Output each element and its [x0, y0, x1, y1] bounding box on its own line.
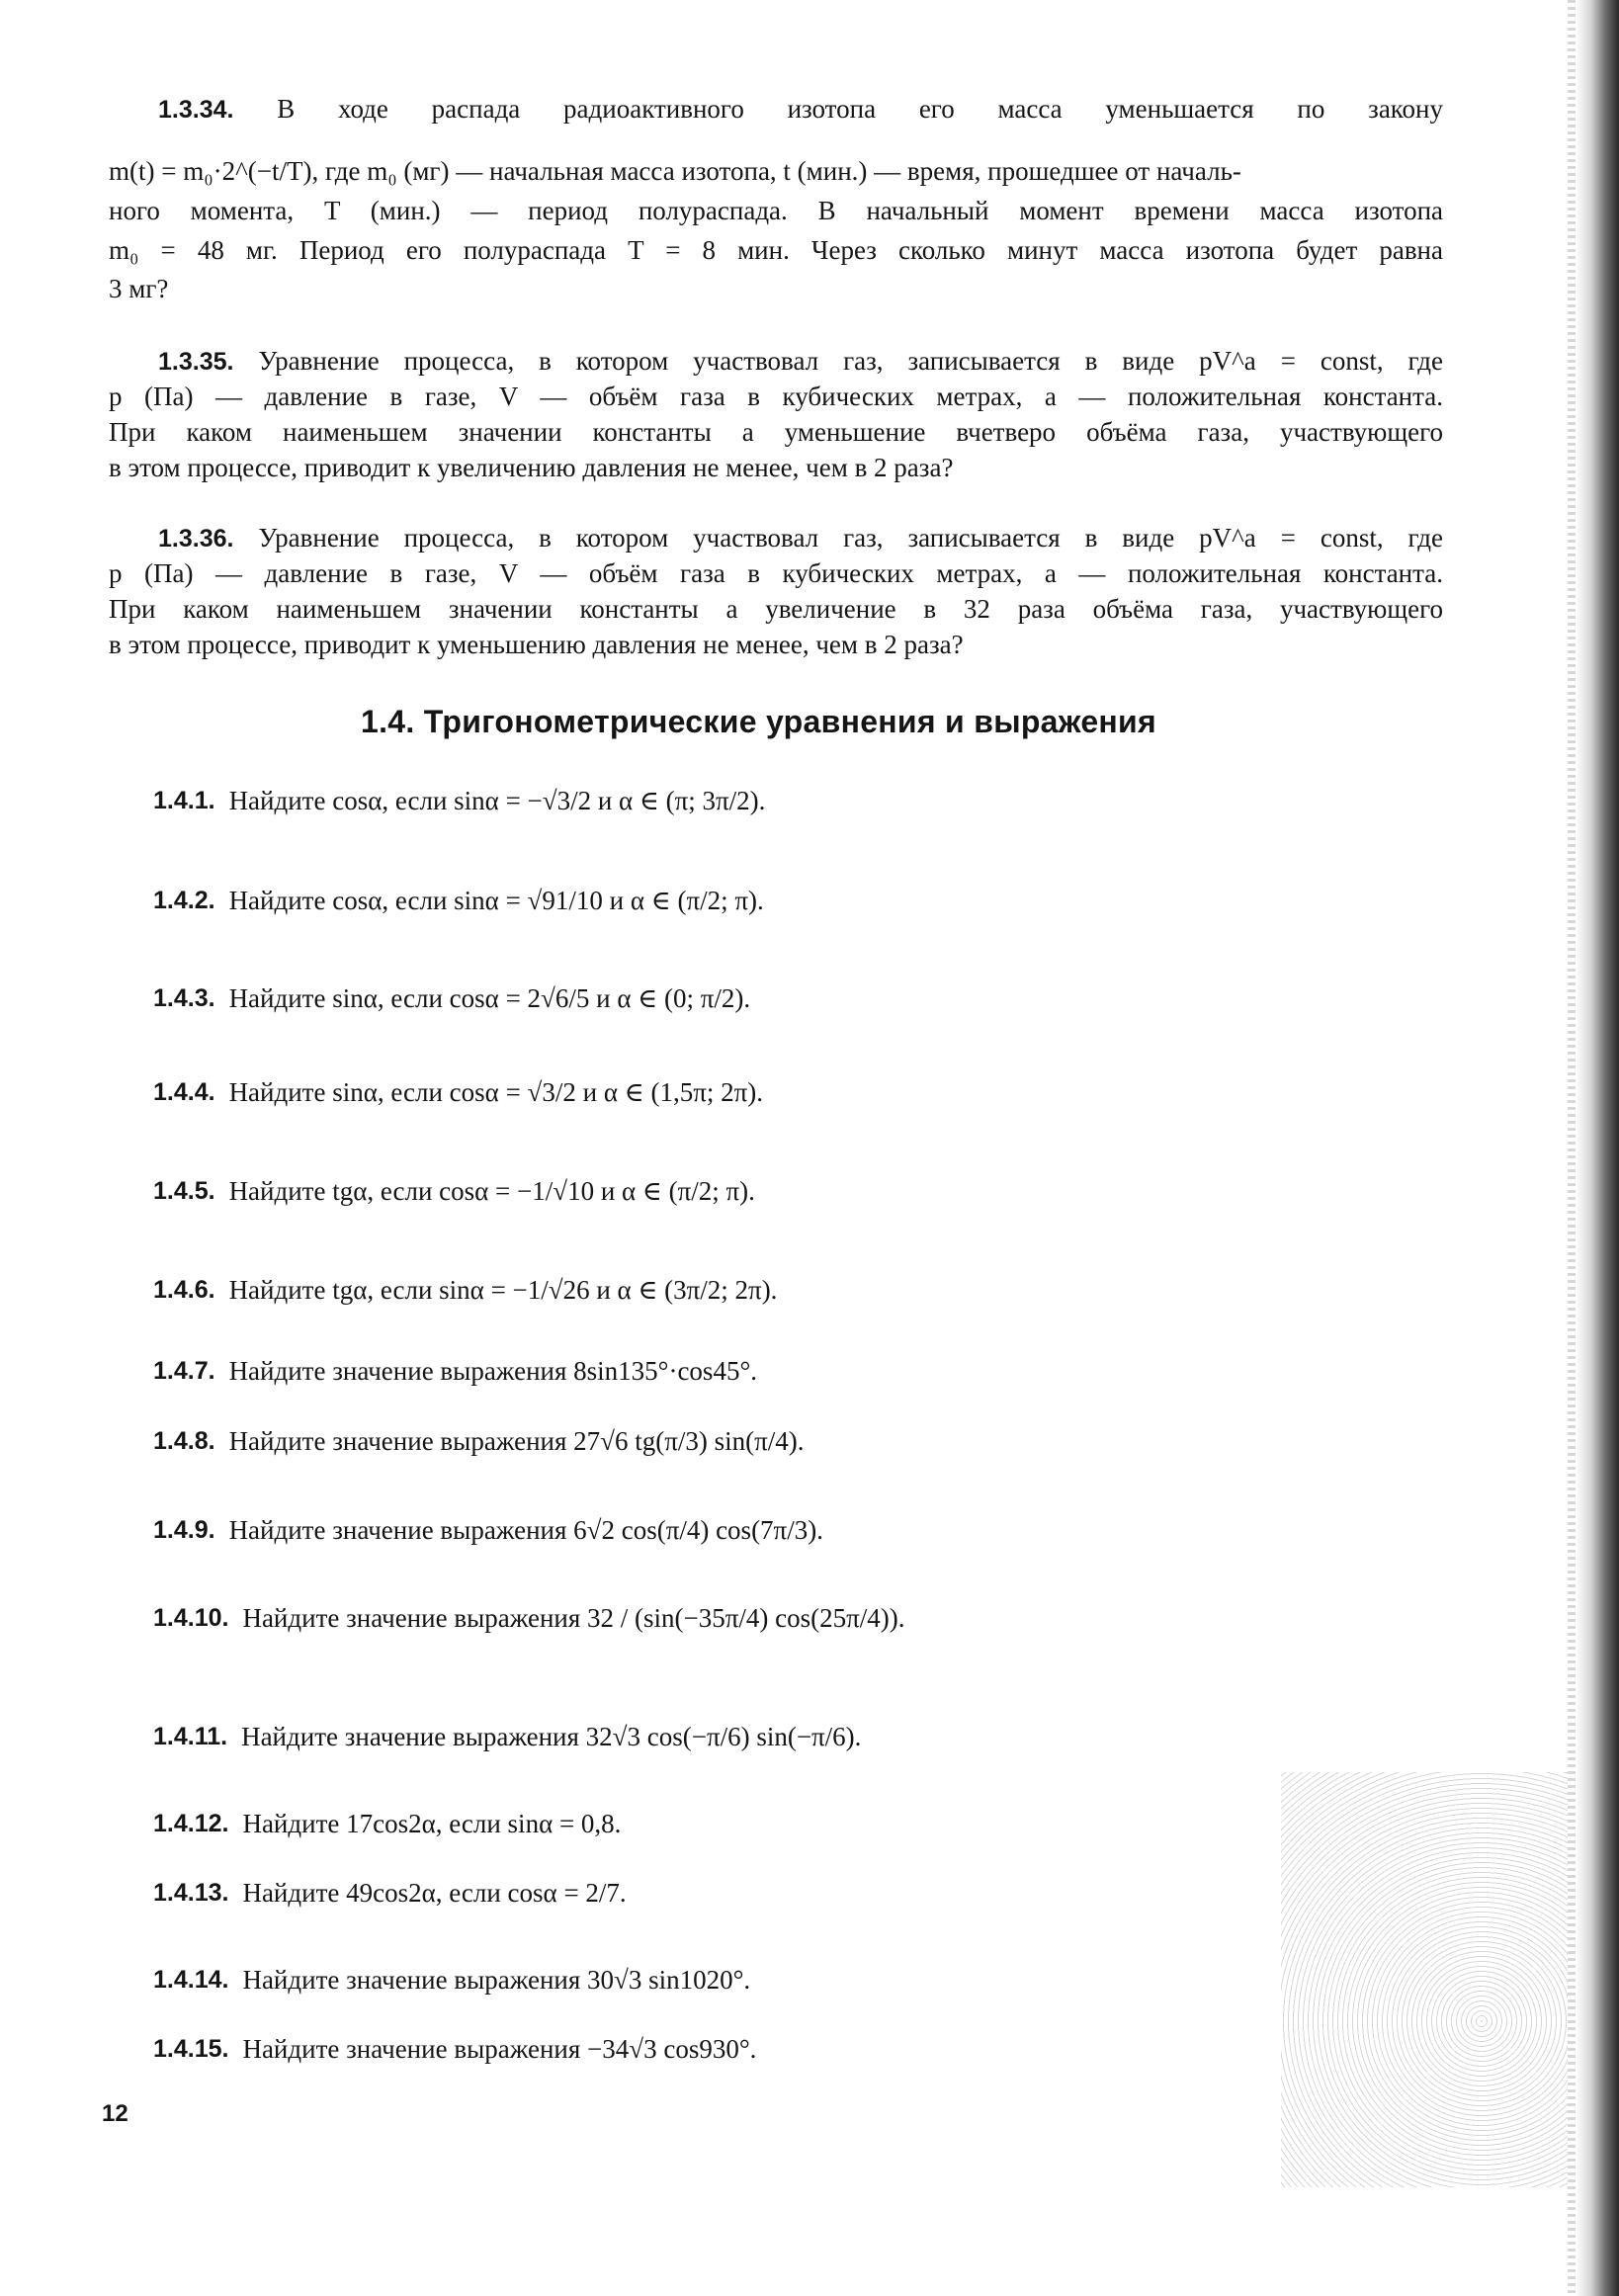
problem-item — [153, 1176, 755, 1207]
problem-text-line: Уравнение процесса, в котором участвовал газ, записывается в виде pV^a = const, где — [258, 346, 1444, 376]
problem-text-line: в этом процессе, приводит к уменьшению давления не менее, чем в 2 раза? — [109, 630, 964, 659]
problem-text: Найдите sinα, если cosα = 2√6/5 и α ∈ (0; π/2). — [228, 983, 751, 1013]
problem-number: 1.4.8. — [153, 1427, 215, 1455]
problem-text-line: 3 мг? — [109, 274, 169, 303]
problem-item — [153, 2034, 756, 2065]
problem-number: 1.4.3. — [153, 984, 215, 1012]
scan-shadow-stripes — [1568, 0, 1576, 2296]
problem-text-line: В ходе распада радиоактивного изотопа его масса уменьшается по закону — [277, 94, 1443, 124]
problem-text: Найдите значение выражения 32√3 cos(−π/6) sin(−π/6). — [241, 1722, 862, 1751]
problem-number: 1.4.13. — [153, 1879, 229, 1907]
problem-text-line: в этом процессе, приводит к увеличению давления не менее, чем в 2 раза? — [109, 453, 954, 482]
problem-number: 1.4.5. — [153, 1177, 215, 1205]
problem-number: 1.4.4. — [153, 1078, 215, 1106]
problem-item — [153, 1426, 804, 1457]
problem-number: 1.4.9. — [153, 1516, 215, 1544]
problem-number: 1.4.10. — [153, 1604, 229, 1632]
problem-item — [153, 1809, 621, 1839]
problem-text: Найдите 17cos2α, если sinα = 0,8. — [242, 1809, 622, 1838]
problem-text: Найдите значение выражения 8sin135°·cos45°. — [228, 1356, 757, 1386]
problem-text-line: ного момента, T (мин.) — период полураспада. В начальный момент времени масса изотопа — [109, 196, 1443, 225]
problem-number: 1.3.35. — [158, 348, 234, 376]
problem-text: Найдите значение выражения 6√2 cos(π/4) cos(7π/3). — [228, 1515, 823, 1545]
problem-number: 1.4.2. — [153, 887, 215, 914]
problem-number: 1.4.14. — [153, 1966, 229, 1994]
problem-text: Найдите 49cos2α, если cosα = 2/7. — [242, 1878, 627, 1908]
problem-number: 1.4.7. — [153, 1357, 215, 1385]
problem-text-line: При каком наименьшем значении константы a увеличение в 32 раза объёма газа, участвующего — [109, 594, 1443, 624]
problem-number: 1.4.1. — [153, 787, 215, 814]
problem-item — [153, 1603, 904, 1634]
problem-text: Найдите cosα, если sinα = √91/10 и α ∈ (π/2; π). — [228, 886, 764, 915]
scan-shadow-edge — [1576, 0, 1619, 2296]
problem-text-line: Уравнение процесса, в котором участвовал газ, записывается в виде pV^a = const, где — [258, 523, 1444, 553]
problem-text-line: m₀ = 48 мг. Период его полураспада T = 8 мин. Через сколько минут масса изотопа будет равна — [109, 235, 1443, 265]
problem-number: 1.4.6. — [153, 1276, 215, 1304]
problem-item — [153, 1878, 627, 1909]
problem-text: Найдите sinα, если cosα = √3/2 и α ∈ (1,5π; 2π). — [228, 1077, 763, 1107]
problem-text: Найдите значение выражения 30√3 sin1020°. — [242, 1965, 751, 1995]
problem-item — [153, 1965, 750, 1996]
problem-item — [153, 1275, 777, 1306]
scan-noise — [1281, 1772, 1568, 2187]
problem-item — [153, 1515, 823, 1546]
problem-text: Найдите cosα, если sinα = −√3/2 и α ∈ (π; 3π/2). — [228, 786, 766, 815]
problem-number: 1.4.11. — [153, 1723, 228, 1750]
problem-text: Найдите tgα, если cosα = −1/√10 и α ∈ (π/2; π). — [228, 1176, 755, 1206]
problem-number: 1.3.34. — [158, 96, 234, 124]
problem-item — [153, 786, 765, 816]
problem-text: Найдите tgα, если sinα = −1/√26 и α ∈ (3π/2; 2π). — [228, 1275, 778, 1305]
problem-text-line: p (Па) — давление в газе, V — объём газа в кубических метрах, a — положительная константа. — [109, 558, 1443, 588]
section-heading: 1.4. Тригонометрические уравнения и выражения — [361, 704, 1156, 739]
problem-text: Найдите значение выражения 27√6 tg(π/3) sin(π/4). — [228, 1426, 805, 1456]
problem-number: 1.3.36. — [158, 525, 234, 553]
problem-text-line: p (Па) — давление в газе, V — объём газа в кубических метрах, a — положительная константа. — [109, 382, 1443, 411]
problem-text-line: m(t) = m₀·2^(−t/T), где m₀ (мг) — начальная масса изотопа, t (мин.) — время, прошедшее от началь- — [109, 156, 1241, 186]
problem-item — [153, 1722, 861, 1752]
problem-number: 1.4.12. — [153, 1810, 229, 1837]
problem-item — [153, 983, 750, 1014]
problem-text: Найдите значение выражения −34√3 cos930°. — [242, 2034, 757, 2064]
problem-number: 1.4.15. — [153, 2035, 229, 2063]
problem-item — [153, 886, 764, 916]
problem-item — [153, 1356, 757, 1387]
problem-text-line: При каком наименьшем значении константы a уменьшение вчетверо объёма газа, участвующего — [109, 417, 1443, 447]
problem-text: Найдите значение выражения 32 / (sin(−35π/4) cos(25π/4)). — [242, 1603, 905, 1633]
page-number: 12 — [102, 2100, 128, 2127]
problem-item — [153, 1077, 763, 1108]
